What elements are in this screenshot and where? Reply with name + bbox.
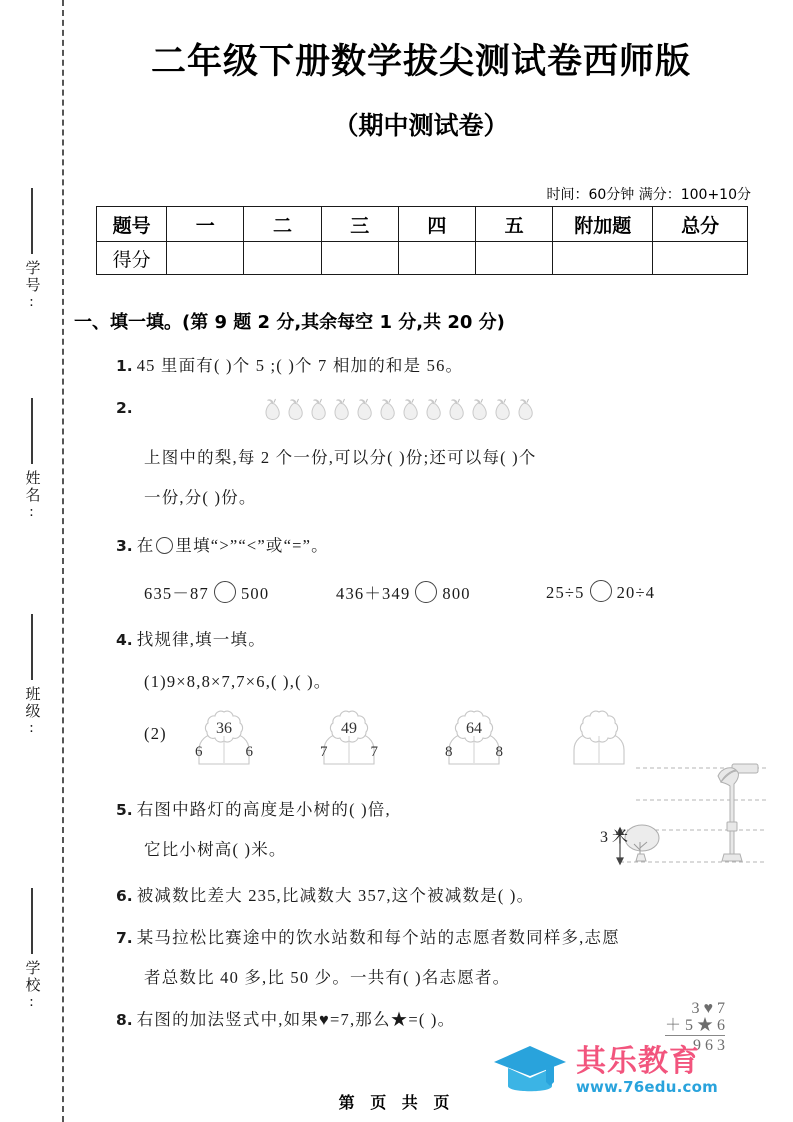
flower-1-left-value: 6 <box>195 744 203 760</box>
comparison-3-right: 20÷4 <box>616 583 656 602</box>
question-2-line-1: 上图中的梨,每 2 个一份,可以分( )份;还可以每( )个 <box>144 448 537 467</box>
logo-url[interactable]: www.76edu.com <box>576 1078 718 1096</box>
fill-circle-icon[interactable] <box>214 581 236 603</box>
dashed-cut-line <box>62 0 64 1122</box>
question-3-comparison-2 <box>336 580 471 604</box>
vertical-add-row-1: 3 ♥ 7 <box>691 1000 726 1017</box>
margin-rule <box>31 888 33 954</box>
score-cell-total[interactable] <box>653 242 748 275</box>
question-5-line-2: 它比小树高( )米。 <box>144 840 287 859</box>
score-cell-2[interactable] <box>244 242 321 275</box>
section-heading-1: 一、填一填。(第 9 题 2 分,其余每空 1 分,共 20 分) <box>74 312 505 333</box>
margin-label-school: 学校: <box>23 960 40 1012</box>
comparison-2-left: 436＋349 <box>336 584 411 603</box>
fill-circle-icon[interactable] <box>415 581 437 603</box>
question-4-number: 4. <box>116 631 133 649</box>
flower-1-right-value: 6 <box>245 744 253 760</box>
pear-icon <box>332 396 352 422</box>
vertical-add-sum: 9 6 3 <box>665 1035 725 1054</box>
pear-illustration <box>263 396 536 422</box>
question-1-number: 1. <box>116 357 133 375</box>
margin-rule <box>31 614 33 680</box>
pear-icon <box>378 396 398 422</box>
flower-2-left-value: 7 <box>320 744 328 760</box>
question-4 <box>116 626 266 650</box>
margin-label-class: 班级: <box>23 686 40 738</box>
comparison-2-right: 800 <box>442 584 471 603</box>
tree-icon <box>625 825 659 861</box>
logo-brand-name: 其乐教育 <box>576 1044 700 1079</box>
flower-group-2 <box>310 706 388 768</box>
flower-icon <box>560 706 638 768</box>
margin-field-name <box>14 398 50 522</box>
comparison-3-left: 25÷5 <box>546 583 585 602</box>
score-table-row-label-2: 得分 <box>97 242 167 275</box>
question-2-number: 2. <box>116 399 133 417</box>
score-cell-extra[interactable] <box>553 242 653 275</box>
flower-group-1 <box>185 706 263 768</box>
lamp-figure-measure-label: 3 米 <box>600 829 629 846</box>
flower-3-left-value: 8 <box>445 744 453 760</box>
pear-icon <box>309 396 329 422</box>
score-cell-5[interactable] <box>476 242 553 275</box>
flower-3-right-value: 8 <box>495 744 503 760</box>
comparison-1-right: 500 <box>240 584 270 603</box>
pear-icon <box>470 396 490 422</box>
page-footer: 第 页 共 页 <box>338 1093 455 1112</box>
table-row-scores <box>97 242 748 275</box>
question-6-text: 被减数比差大 235,比减数大 357,这个被减数是( )。 <box>136 886 535 905</box>
question-7-line-2: 者总数比 40 多,比 50 少。一共有( )名志愿者。 <box>144 968 511 987</box>
page-subtitle: （期中测试卷） <box>333 111 509 140</box>
question-3-number: 3. <box>116 537 133 555</box>
pear-icon <box>263 396 283 422</box>
score-cell-1[interactable] <box>167 242 244 275</box>
question-6 <box>116 882 534 906</box>
score-col-1: 一 <box>167 207 244 242</box>
pear-icon <box>401 396 421 422</box>
question-5 <box>116 796 391 820</box>
question-8 <box>116 1006 455 1030</box>
question-2-line-2: 一份,分( )份。 <box>144 488 257 507</box>
question-6-number: 6. <box>116 887 133 905</box>
flower-2-right-value: 7 <box>370 744 378 760</box>
score-cell-4[interactable] <box>398 242 475 275</box>
question-8-text: 右图的加法竖式中,如果♥=7,那么★=( )。 <box>136 1010 456 1029</box>
question-7 <box>116 924 620 948</box>
question-4-part-2-label: (2) <box>144 724 167 743</box>
margin-rule <box>31 188 33 254</box>
score-col-3: 三 <box>321 207 398 242</box>
pear-icon <box>516 396 536 422</box>
fill-circle-icon[interactable] <box>590 580 612 602</box>
question-4-text: 找规律,填一填。 <box>136 630 266 649</box>
flower-2-top-value: 49 <box>341 720 357 737</box>
score-table <box>96 206 748 275</box>
flower-1-top-value: 36 <box>216 720 232 737</box>
flower-3-top-value: 64 <box>466 720 482 737</box>
question-3-prompt-b: 里填“>”“<”或“=”。 <box>175 536 329 555</box>
question-7-number: 7. <box>116 929 133 947</box>
score-col-extra: 附加题 <box>553 207 653 242</box>
question-3-comparison-3 <box>546 580 655 603</box>
question-1-text: 45 里面有( )个 5 ;( )个 7 相加的和是 56。 <box>136 356 464 375</box>
table-row-header <box>97 207 748 242</box>
fill-circle-icon[interactable] <box>156 537 173 554</box>
logo-text-block <box>576 1044 718 1096</box>
question-3 <box>116 532 329 556</box>
pear-icon <box>424 396 444 422</box>
pear-icon <box>355 396 375 422</box>
margin-field-class <box>14 614 50 738</box>
margin-field-school <box>14 888 50 1012</box>
question-5-number: 5. <box>116 801 133 819</box>
score-cell-3[interactable] <box>321 242 398 275</box>
question-8-number: 8. <box>116 1011 133 1029</box>
score-col-total: 总分 <box>653 207 748 242</box>
question-7-line-1: 某马拉松比赛途中的饮水站数和每个站的志愿者数同样多,志愿 <box>136 928 620 947</box>
score-col-2: 二 <box>244 207 321 242</box>
score-table-row-label: 题号 <box>97 207 167 242</box>
page-title: 二年级下册数学拔尖测试卷西师版 <box>150 42 691 82</box>
question-5-line-1: 右图中路灯的高度是小树的( )倍, <box>136 800 391 819</box>
margin-field-student-id <box>14 188 50 312</box>
vertical-add-row-2: ＋ 5 ★ 6 <box>665 1017 726 1034</box>
question-3-comparison-1 <box>144 580 269 604</box>
pear-icon <box>286 396 306 422</box>
exam-meta-line: 时间：60分钟 满分：100+10分 <box>546 187 751 203</box>
lamp-post-icon <box>718 764 758 861</box>
flower-group-3 <box>435 706 513 768</box>
lamp-tree-diagram <box>600 762 770 870</box>
pear-icon <box>447 396 467 422</box>
score-col-4: 四 <box>398 207 475 242</box>
question-4-part-1: (1)9×8,8×7,7×6,( ),( )。 <box>144 672 332 691</box>
question-1 <box>116 352 463 376</box>
margin-strip <box>0 0 66 1122</box>
comparison-1-left: 635－87 <box>144 584 209 603</box>
pear-icon <box>493 396 513 422</box>
margin-label-name: 姓名: <box>23 470 40 522</box>
flower-pattern-row <box>185 706 638 768</box>
margin-label-student-id: 学号: <box>23 260 40 312</box>
flower-group-4-blank[interactable] <box>560 706 638 768</box>
score-col-5: 五 <box>476 207 553 242</box>
question-3-prompt-a: 在 <box>136 536 155 555</box>
margin-rule <box>31 398 33 464</box>
question-2-number-wrap <box>116 398 137 418</box>
